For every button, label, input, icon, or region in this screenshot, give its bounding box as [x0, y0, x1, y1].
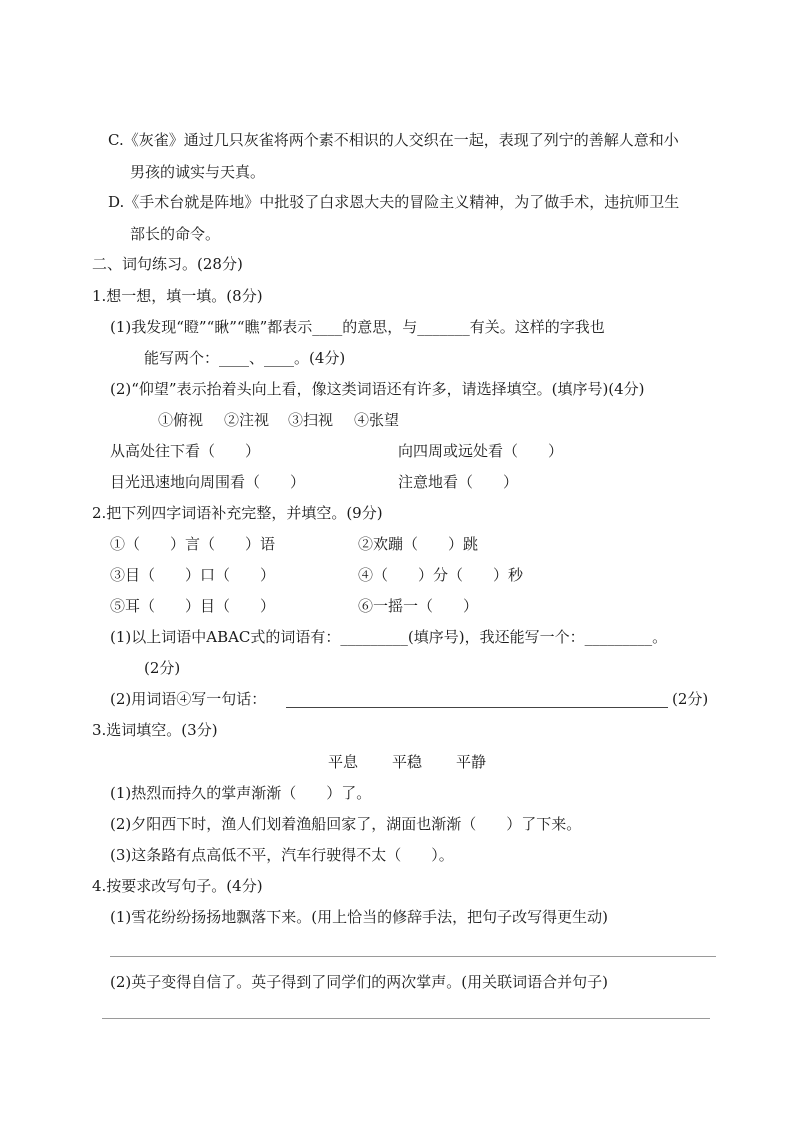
q1-fill-3[interactable]: 目光迅速地向周围看（ ） — [110, 473, 306, 491]
q2-item-6[interactable]: ⑥一摇一（ ） — [358, 597, 479, 615]
q4-answer-line-2[interactable] — [102, 1018, 710, 1019]
q3-sentence-1[interactable]: (1)热烈而持久的掌声渐渐（ ）了。 — [110, 784, 372, 802]
q2-item-3[interactable]: ③目（ ）口（ ） — [110, 566, 276, 584]
q1-fill-2[interactable]: 向四周或远处看（ ） — [398, 442, 564, 460]
q1-option-4: ④张望 — [354, 411, 400, 429]
q1-title: 1.想一想，填一填。(8分) — [92, 287, 263, 305]
q4-answer-line-1[interactable] — [110, 956, 716, 957]
q1-part2: (2)“仰望”表示抬着头向上看，像这类词语还有许多，请选择填空。(填序号)(4分) — [110, 380, 645, 398]
q2-item-1[interactable]: ①（ ）言（ ）语 — [110, 535, 276, 553]
q3-sentence-2[interactable]: (2)夕阳西下时，渔人们划着渔船回家了，湖面也渐渐（ ）了下来。 — [110, 815, 582, 833]
q1-option-2: ②注视 — [224, 411, 270, 429]
q4-title: 4.按要求改写句子。(4分) — [92, 877, 263, 895]
q1-part1-line-2: 能写两个：____、____。(4分) — [144, 349, 346, 367]
section-2-heading: 二、词句练习。(28分) — [92, 255, 243, 273]
q2-item-5[interactable]: ⑤耳（ ）目（ ） — [110, 597, 276, 615]
q2-sub2-score: (2分) — [672, 690, 709, 708]
q4-sentence-2: (2)英子变得自信了。英子得到了同学们的两次掌声。(用关联词语合并句子) — [110, 973, 608, 991]
q3-sentence-3[interactable]: (3)这条路有点高低不平，汽车行驶得不太（ ）。 — [110, 846, 454, 864]
option-c-line-2: 男孩的诚实与天真。 — [130, 163, 266, 181]
q2-item-2[interactable]: ②欢蹦（ ）跳 — [358, 535, 479, 553]
q1-option-1: ①俯视 — [158, 411, 204, 429]
q3-word-3: 平静 — [456, 753, 487, 771]
q1-fill-4[interactable]: 注意地看（ ） — [398, 473, 519, 491]
q3-title: 3.选词填空。(3分) — [92, 721, 218, 739]
q1-fill-1[interactable]: 从高处往下看（ ） — [110, 442, 261, 460]
q2-sub1-line-1: (1)以上词语中ABAC式的词语有：_________(填序号)，我还能写一个：_________。 — [110, 628, 668, 646]
q2-item-4[interactable]: ④（ ）分（ ）秒 — [358, 566, 524, 584]
q2-sub2-prefix: (2)用词语④写一句话： — [110, 690, 267, 708]
q2-sub1-line-2: (2分) — [144, 659, 181, 677]
option-d-line-2: 部长的命令。 — [130, 225, 221, 243]
q1-part1-line-1: (1)我发现“瞪”“瞅”“瞧”都表示____的意思，与_______有关。这样的字我也 — [110, 318, 605, 336]
q2-title: 2.把下列四字词语补充完整，并填空。(9分) — [92, 504, 383, 522]
q3-word-2: 平稳 — [392, 753, 423, 771]
q4-sentence-1: (1)雪花纷纷扬扬地飘落下来。(用上恰当的修辞手法，把句子改写得更生动) — [110, 908, 608, 926]
q2-sub2-answer-line[interactable] — [286, 707, 668, 708]
q3-word-1: 平息 — [328, 753, 359, 771]
option-d-line-1: D.《手术台就是阵地》中批驳了白求恩大夫的冒险主义精神，为了做手术，违抗师卫生 — [108, 193, 680, 211]
option-c-line-1: C.《灰雀》通过几只灰雀将两个素不相识的人交织在一起，表现了列宁的善解人意和小 — [108, 131, 679, 149]
q1-option-3: ③扫视 — [288, 411, 334, 429]
